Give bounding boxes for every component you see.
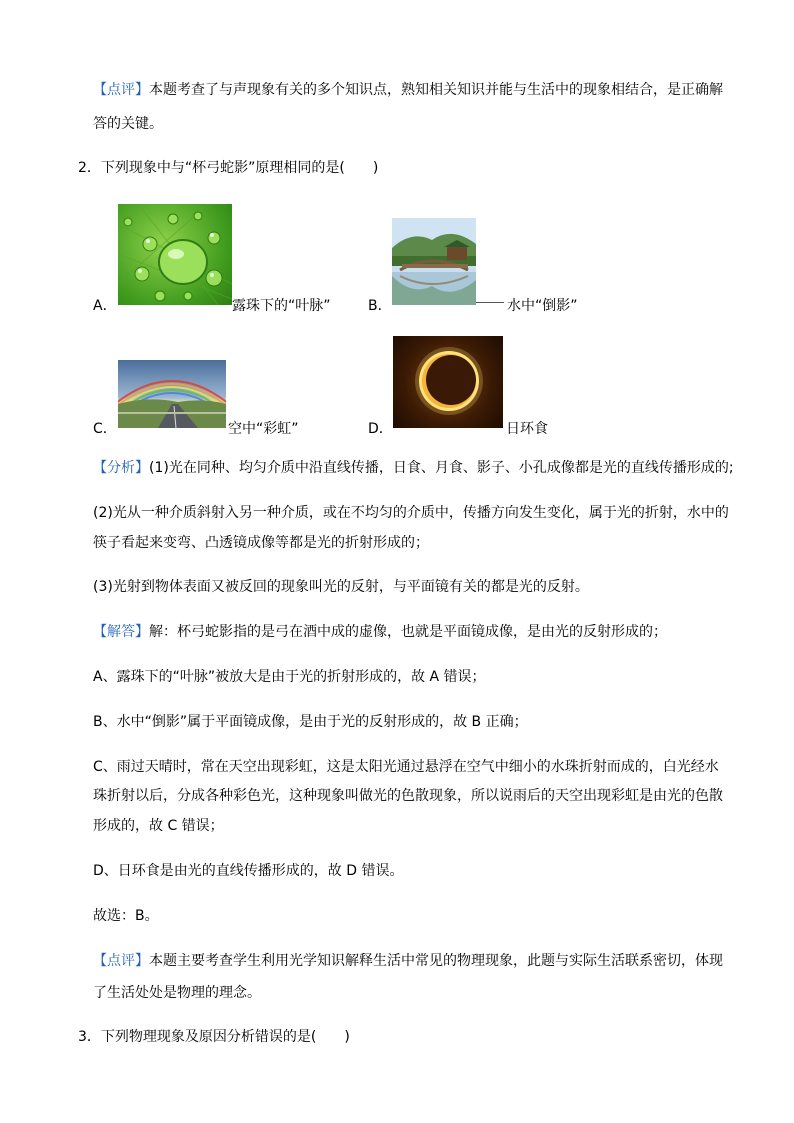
option-b-caption: 水中“倒影” <box>507 298 578 314</box>
answer-choice: 故选：B。 <box>93 908 159 924</box>
analysis-tag: 【分析】 <box>93 460 149 476</box>
option-c-letter: C． <box>93 421 117 437</box>
option-b-letter: B． <box>368 298 392 314</box>
review-paragraph-1 <box>93 80 723 100</box>
analysis-paragraph-2-line-2: 筷子看起来变弯、凸透镜成像等都是光的折射形成的； <box>93 535 429 551</box>
option-d-caption: 日环食 <box>506 421 548 437</box>
review-tag: 【点评】 <box>93 82 149 98</box>
analysis-paragraph-3: (3)光射到物体表面又被反回的现象叫光的反射，与平面镜有关的都是光的反射。 <box>93 579 589 595</box>
answer-tag: 【解答】 <box>93 624 149 640</box>
review-text-2: 本题主要考查学生利用光学知识解释生活中常见的物理现象，此题与实际生活联系密切，体现 <box>149 953 723 969</box>
question-number: 2． <box>78 160 101 176</box>
rainbow-photo <box>118 360 226 428</box>
question-3-stem: 下列物理现象及原因分析错误的是( ) <box>100 1029 350 1045</box>
answer-intro <box>93 622 667 642</box>
answer-option-a: A、露珠下的“叶脉”被放大是由于光的折射形成的，故 A 错误； <box>93 669 486 685</box>
answer-option-b: B、水中“倒影”属于平面镜成像，是由于光的反射形成的，故 B 正确； <box>93 714 528 730</box>
answer-option-c-line-2: 珠折射以后，分成各种彩色光，这种现象叫做光的色散现象，所以说雨后的天空出现彩虹是由光的色散 <box>93 788 723 804</box>
review-text: 本题考查了与声现象有关的多个知识点，熟知相关知识并能与生活中的现象相结合，是正确解 <box>149 82 723 98</box>
question-2 <box>78 158 378 178</box>
review-paragraph-1-line-2: 答的关键。 <box>93 116 163 132</box>
option-a-caption: 露珠下的“叶脉” <box>232 298 331 314</box>
question-3-number: 3． <box>78 1029 101 1045</box>
analysis-paragraph-2: (2)光从一种介质斜射入另一种介质，或在不均匀的介质中，传播方向发生变化，属于光的折射，水中的 <box>93 505 729 521</box>
analysis-paragraph-1 <box>93 458 734 478</box>
question-stem: 下列现象中与“杯弓蛇影”原理相同的是( ) <box>100 160 379 176</box>
analysis-text-1: (1)光在同种、均匀介质中沿直线传播，日食、月食、影子、小孔成像都是光的直线传播形成的; <box>149 460 734 476</box>
option-a-letter: A． <box>93 298 117 314</box>
option-c-caption: 空中“彩虹” <box>228 421 299 437</box>
image-underline <box>476 302 504 303</box>
question-3 <box>78 1027 350 1047</box>
review-paragraph-2 <box>93 951 723 971</box>
answer-option-c: C、雨过天晴时，常在天空出现彩虹，这是太阳光通过悬浮在空气中细小的水珠折射而成的，白光经水 <box>93 759 719 775</box>
answer-option-c-line-3: 形成的，故 C 错误； <box>93 818 224 834</box>
annular-eclipse-photo <box>393 336 503 428</box>
review-tag-2: 【点评】 <box>93 953 149 969</box>
leaf-dew-photo <box>118 204 232 305</box>
answer-option-d: D、日环食是由光的直线传播形成的，故 D 错误。 <box>93 863 404 879</box>
option-d-letter: D． <box>368 421 393 437</box>
bridge-reflection-photo <box>392 218 476 305</box>
answer-intro-text: 解：杯弓蛇影指的是弓在酒中成的虚像，也就是平面镜成像，是由光的反射形成的； <box>149 624 667 640</box>
review-paragraph-2-line-2: 了生活处处是物理的理念。 <box>93 985 261 1001</box>
